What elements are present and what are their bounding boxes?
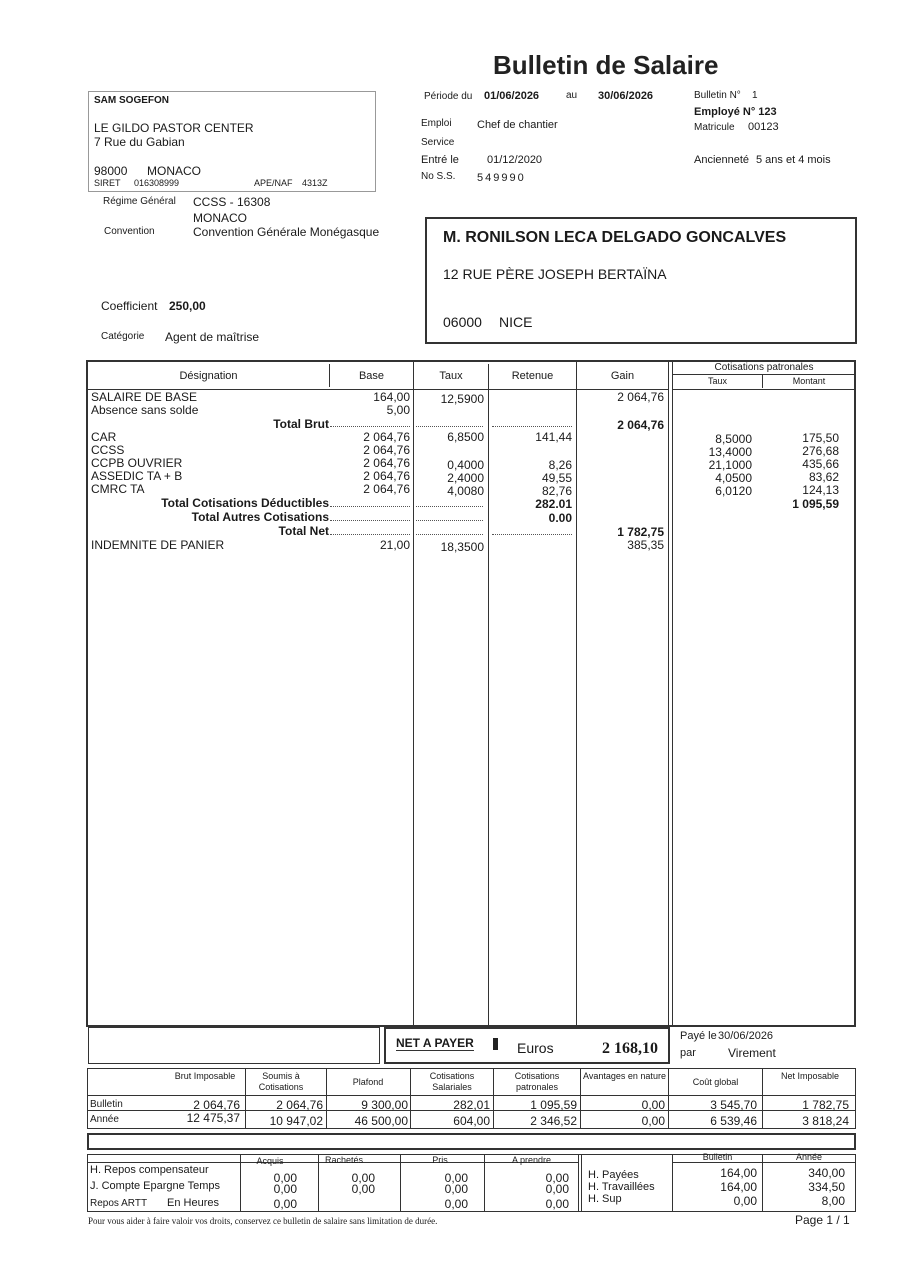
cumuls-header-cout: Coût global [692, 1077, 739, 1087]
ape-value: 4313Z [302, 178, 328, 188]
dotted-leader [492, 426, 572, 427]
cumuls-cell: 10 947,02 [269, 1114, 323, 1128]
cumuls-header-cotis-sal: Cotisations Salariales [429, 1071, 475, 1092]
row-base: 5,00 [386, 403, 410, 417]
cumuls-cell: 2 064,76 [193, 1098, 240, 1112]
row-label: CCSS [91, 443, 125, 457]
conges-header-pris: Pris [432, 1155, 448, 1165]
header-designation: Désignation [179, 370, 238, 382]
col-divider [668, 362, 669, 1025]
row-retenue: 282.01 [535, 497, 572, 511]
employer-address-line2: 7 Rue du Gabian [94, 135, 185, 149]
header-patronales-montant: Montant [792, 376, 826, 386]
row-patronal-montant: 83,62 [808, 470, 839, 484]
row-taux: 4,0080 [447, 484, 484, 498]
net-amount: 2 168,10 [602, 1040, 658, 1057]
hours-bulletin: 164,00 [720, 1166, 757, 1180]
bulletin-number: 1 [752, 90, 758, 101]
hours-header-annee: Année [795, 1152, 823, 1162]
hours-header-bulletin: Bulletin [702, 1152, 733, 1162]
regime-city: MONACO [193, 211, 247, 225]
underline [401, 1211, 468, 1212]
row-patronal-montant: 1 095,59 [792, 497, 839, 511]
hours-annee: 8,00 [821, 1194, 845, 1208]
cumuls-cell: 2 064,76 [276, 1098, 323, 1112]
cumuls-cell: 282,01 [453, 1098, 490, 1112]
net-marker [493, 1038, 498, 1050]
ss-label: No S.S. [421, 171, 456, 182]
dotted-leader [416, 506, 483, 507]
row-label: Absence sans solde [91, 403, 199, 417]
col-divider [576, 362, 577, 1025]
entre-date: 01/12/2020 [487, 154, 543, 166]
row-retenue: 49,55 [541, 471, 572, 485]
row-base: 2 064,76 [363, 469, 410, 483]
entre-label: Entré le [421, 154, 459, 166]
employer-city: MONACO [147, 164, 201, 178]
coefficient-label: Coefficient [101, 299, 158, 313]
paye-date: 30/06/2026 [718, 1030, 774, 1042]
cumuls-cell: 1 095,59 [530, 1098, 577, 1112]
cumuls-cell: 9 300,00 [361, 1098, 408, 1112]
cumuls-cell: 604,00 [453, 1114, 490, 1128]
net-a-payer-label: NET A PAYER [396, 1036, 474, 1050]
row-retenue: 8,26 [548, 458, 572, 472]
conges-cell: 0,00 [545, 1197, 569, 1211]
categorie-value: Agent de maîtrise [165, 330, 260, 344]
row-patronal-taux: 4,0500 [715, 471, 752, 485]
conges-cell: 0,00 [273, 1197, 297, 1211]
conges-cell: 0,00 [444, 1171, 468, 1185]
page-number: Page 1 / 1 [795, 1213, 850, 1227]
conges-cell: 0,00 [351, 1171, 375, 1185]
employer-box [88, 91, 376, 192]
siret-label: SIRET [94, 178, 121, 188]
bulletin-label: Bulletin N° [694, 90, 741, 101]
underline [241, 1211, 297, 1212]
header-taux: Taux [439, 370, 463, 382]
conges-header-rachetes: Rachetés [324, 1155, 364, 1165]
conges-cell: 0,00 [545, 1171, 569, 1185]
conges-row-label: H. Repos compensateur [90, 1164, 209, 1176]
hours-annee: 334,50 [808, 1180, 845, 1194]
periode-from: 01/06/2026 [484, 90, 540, 102]
header-divider-right [672, 389, 855, 390]
conges-cell: 0,00 [273, 1182, 297, 1196]
net-a-payer-box [384, 1027, 670, 1064]
header-patronales-taux: Taux [707, 376, 727, 386]
anciennete-label: Ancienneté [694, 154, 750, 166]
payment-mode: Virement [728, 1046, 776, 1060]
header-retenue: Retenue [511, 370, 554, 382]
row-gain: 2 064,76 [617, 418, 664, 432]
document-title: Bulletin de Salaire [493, 50, 719, 80]
row-base: 2 064,76 [363, 430, 410, 444]
dotted-leader [492, 534, 572, 535]
row-gain: 385,35 [627, 538, 664, 552]
emploi-label: Emploi [421, 118, 452, 129]
separator-bar [87, 1133, 856, 1150]
matricule-value: 00123 [748, 121, 779, 133]
service-label: Service [421, 137, 455, 148]
conges-row-label: J. Compte Epargne Temps [90, 1180, 221, 1192]
cumuls-row-label: Année [90, 1114, 119, 1125]
row-label: Total Cotisations Déductibles [161, 496, 329, 510]
dotted-leader [330, 534, 410, 535]
conges-cell: 0,00 [273, 1171, 297, 1185]
patronales-divider [672, 374, 855, 375]
cumuls-header-brut: Brut Imposable [174, 1071, 236, 1081]
row-label: CCPB OUVRIER [91, 456, 183, 470]
underline [485, 1211, 569, 1212]
cumuls-header-soumis: Soumis à Cotisations [258, 1071, 304, 1092]
matricule-label: Matricule [694, 122, 735, 133]
row-taux: 0,4000 [447, 458, 484, 472]
row-taux: 18,3500 [440, 540, 484, 554]
regime-label: Régime Général [103, 196, 176, 207]
header-base: Base [358, 370, 385, 382]
hours-label: H. Sup [588, 1193, 622, 1205]
row-base: 2 064,76 [363, 443, 410, 457]
ape-label: APE/NAF [254, 178, 293, 188]
row-taux: 2,4000 [447, 471, 484, 485]
dotted-leader [416, 534, 483, 535]
employee-postal: 06000 [443, 314, 482, 330]
employer-name: SAM SOGEFON [94, 95, 170, 106]
row-base: 21,00 [379, 538, 410, 552]
employee-name: M. RONILSON LECA DELGADO GONCALVES [443, 229, 787, 246]
row-label: Total Autres Cotisations [191, 510, 329, 524]
ss-value: 549990 [477, 172, 526, 184]
conges-cell: 0,00 [351, 1182, 375, 1196]
conges-col [578, 1155, 579, 1211]
row-patronal-montant: 435,66 [802, 457, 839, 471]
row-patronal-montant: 276,68 [802, 444, 839, 458]
footer-note: Pour vous aider à faire valoir vos droits, conservez ce bulletin de salaire sans limitation de durée. [88, 1216, 438, 1226]
cumuls-cell: 46 500,00 [354, 1114, 408, 1128]
conges-cell: 0,00 [545, 1182, 569, 1196]
conges-header-acquis: Acquis [256, 1156, 284, 1166]
employee-box [425, 217, 857, 344]
convention-label: Convention [104, 226, 155, 237]
paye-label: Payé le [680, 1030, 717, 1042]
row-patronal-taux: 6,0120 [715, 484, 752, 498]
row-taux: 6,8500 [447, 430, 484, 444]
conges-col [581, 1155, 582, 1211]
row-patronal-taux: 13,4000 [708, 445, 752, 459]
row-label: INDEMNITE DE PANIER [91, 538, 225, 552]
cumuls-cell: 12 475,37 [186, 1111, 240, 1125]
conges-row-sublabel: En Heures [167, 1197, 219, 1209]
dotted-leader [416, 520, 483, 521]
cumuls-cell: 6 539,46 [710, 1114, 757, 1128]
par-label: par [680, 1047, 696, 1059]
periode-label: Période du [424, 91, 473, 102]
row-base: 2 064,76 [363, 456, 410, 470]
convention-value: Convention Générale Monégasque [193, 225, 380, 239]
conges-header-a-prendre: A prendre [511, 1155, 552, 1165]
regime-value: CCSS - 16308 [193, 195, 271, 209]
cumuls-cell: 3 545,70 [710, 1098, 757, 1112]
conges-cell: 0,00 [444, 1182, 468, 1196]
row-taux: 12,5900 [440, 392, 484, 406]
hours-label: H. Payées [588, 1169, 639, 1181]
categorie-label: Catégorie [101, 331, 145, 342]
net-left-blank [88, 1027, 380, 1064]
cumuls-cell: 0,00 [641, 1098, 665, 1112]
row-patronal-montant: 124,13 [802, 483, 839, 497]
cumuls-cell: 2 346,52 [530, 1114, 577, 1128]
cumuls-header-plafond: Plafond [352, 1077, 384, 1087]
row-patronal-taux: 21,1000 [708, 458, 752, 472]
dotted-leader [330, 506, 410, 507]
dotted-leader [330, 426, 410, 427]
row-label: CMRC TA [91, 482, 145, 496]
row-retenue: 82,76 [541, 484, 572, 498]
periode-to: 30/06/2026 [598, 90, 654, 102]
cumuls-header-divider [88, 1095, 855, 1096]
employe-number: Employé N° 123 [694, 106, 777, 118]
row-retenue: 141,44 [535, 430, 572, 444]
employee-city: NICE [499, 314, 533, 330]
hours-annee: 340,00 [808, 1166, 845, 1180]
hours-header-divider [672, 1162, 855, 1163]
conges-cell: 0,00 [444, 1197, 468, 1211]
row-base: 2 064,76 [363, 482, 410, 496]
coefficient-value: 250,00 [169, 299, 206, 313]
cumuls-row-label: Bulletin [90, 1099, 123, 1110]
row-label: CAR [91, 430, 117, 444]
header-patronales: Cotisations patronales [714, 362, 814, 373]
conges-row-label: Repos ARTT [90, 1198, 148, 1209]
employer-address-line1: LE GILDO PASTOR CENTER [94, 121, 254, 135]
row-patronal-montant: 175,50 [802, 431, 839, 445]
au-label: au [566, 90, 578, 101]
cumuls-header-cotis-pat: Cotisations patronales [514, 1071, 560, 1092]
cumuls-cell: 3 818,24 [802, 1114, 849, 1128]
row-gain: 2 064,76 [617, 390, 664, 404]
hours-bulletin: 164,00 [720, 1180, 757, 1194]
row-label: Total Brut [273, 417, 329, 431]
cumuls-header-avantages: Avantages en nature [583, 1071, 666, 1081]
row-patronal-taux: 8,5000 [715, 432, 752, 446]
cumuls-cell: 0,00 [641, 1114, 665, 1128]
employee-street: 12 RUE PÈRE JOSEPH BERTAÏNA [443, 266, 667, 282]
siret-value: 016308999 [134, 178, 180, 188]
dotted-leader [416, 426, 483, 427]
row-retenue: 0.00 [548, 511, 572, 525]
anciennete-value: 5 ans et 4 mois [756, 154, 831, 166]
hours-bulletin: 0,00 [733, 1194, 757, 1208]
row-label: Total Net [278, 524, 329, 538]
row-base: 164,00 [373, 390, 410, 404]
row-label: SALAIRE DE BASE [91, 390, 198, 404]
hours-label: H. Travaillées [588, 1181, 655, 1193]
row-label: ASSEDIC TA + B [91, 469, 183, 483]
net-currency: Euros [517, 1040, 554, 1056]
employer-postal: 98000 [94, 164, 128, 178]
header-gain: Gain [610, 370, 635, 382]
dotted-leader [330, 520, 410, 521]
cumuls-cell: 1 782,75 [802, 1098, 849, 1112]
emploi-value: Chef de chantier [477, 119, 558, 131]
cumuls-header-net: Net Imposable [780, 1071, 840, 1081]
row-gain: 1 782,75 [617, 525, 664, 539]
